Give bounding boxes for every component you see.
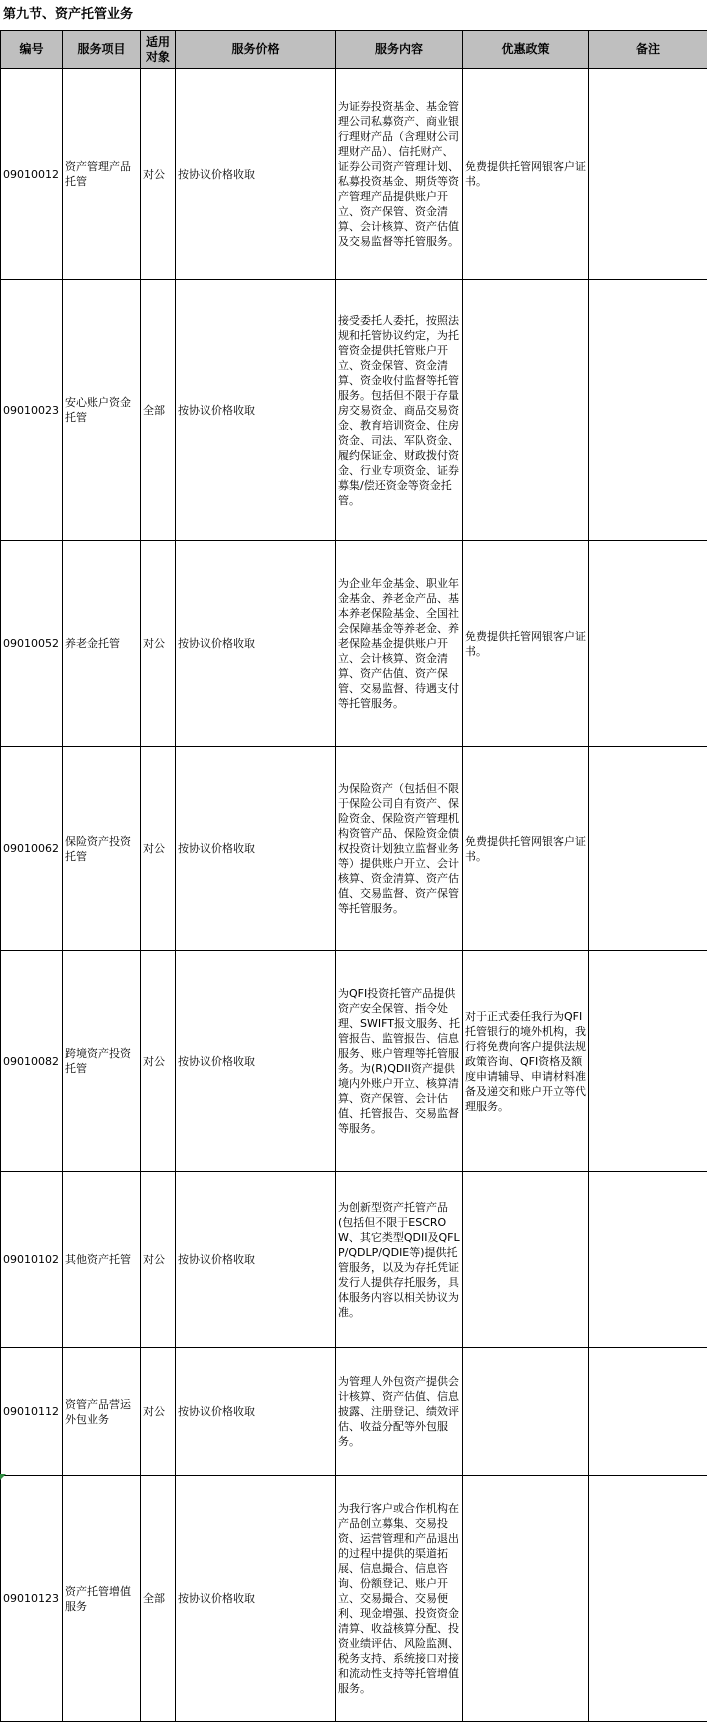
- cell-content: 为企业年金基金、职业年金基金、养老金产品、基本养老保险基金、全国社会保障基金等养老金、养老保险基金提供账户开立、会计核算、资金清算、资产估值、资产保管、交易监督、待遇支付等托管服务。: [336, 541, 463, 747]
- cell-item: 资管产品营运外包业务: [63, 1348, 141, 1476]
- header-policy: 优惠政策: [463, 31, 589, 69]
- cell-item: 保险资产投资托管: [63, 747, 141, 951]
- cell-content: 为QFI投资托管产品提供资产安全保管、指令处理、SWIFT报文服务、托管报告、监管报告、信息服务、账户管理等托管服务。为(R)QDII资产提供境内外账户开立、核算清算、资产保管、会计估值、托管报告、交易监督等服务。: [336, 951, 463, 1172]
- cell-policy: 免费提供托管网银客户证书。: [463, 541, 589, 747]
- cell-price: 按协议价格收取: [176, 1476, 336, 1722]
- cell-price: 按协议价格收取: [176, 747, 336, 951]
- cell-remark: [589, 1476, 707, 1722]
- cell-target: 对公: [141, 747, 176, 951]
- cell-item: 其他资产托管: [63, 1172, 141, 1348]
- cell-price: 按协议价格收取: [176, 1348, 336, 1476]
- fee-table: [0, 30, 707, 1722]
- cell-policy: 免费提供托管网银客户证书。: [463, 747, 589, 951]
- cell-content: 为我行客户或合作机构在产品创立募集、交易投资、运营管理和产品退出的过程中提供的渠道拓展、信息撮合、信息咨询、份额登记、账户开立、交易撮合、交易便利、现金增强、投资资金清算、收益核算分配、投资业绩评估、风险监测、税务支持、系统接口对接和流动性支持等托管增值服务。: [336, 1476, 463, 1722]
- cell-item: 安心账户资金托管: [63, 280, 141, 541]
- cell-remark: [589, 951, 707, 1172]
- cell-remark: [589, 69, 707, 280]
- cell-target: 对公: [141, 1348, 176, 1476]
- cell-item: 跨境资产投资托管: [63, 951, 141, 1172]
- header-item: 服务项目: [63, 31, 141, 69]
- table-row: [1, 69, 707, 280]
- cell-target: 对公: [141, 69, 176, 280]
- cell-price: 按协议价格收取: [176, 1172, 336, 1348]
- cell-remark: [589, 541, 707, 747]
- cell-code: 09010082: [1, 951, 63, 1172]
- cell-policy: 免费提供托管网银客户证书。: [463, 69, 589, 280]
- header-target: 适用对象: [141, 31, 176, 69]
- cell-item: 养老金托管: [63, 541, 141, 747]
- cell-content: 为管理人外包资产提供会计核算、资产估值、信息披露、注册登记、绩效评估、收益分配等外包服务。: [336, 1348, 463, 1476]
- header-remark: 备注: [589, 31, 707, 69]
- header-price: 服务价格: [176, 31, 336, 69]
- cell-remark: [589, 280, 707, 541]
- cell-content: 为创新型资产托管产品(包括但不限于ESCROW、其它类型QDII及QFLP/QDLP/QDIE等)提供托管服务，以及为存托凭证发行人提供存托服务，具体服务内容以相关协议为准。: [336, 1172, 463, 1348]
- cell-target: 全部: [141, 1476, 176, 1722]
- cell-content: 为保险资产（包括但不限于保险公司自有资产、保险资金、保险资产管理机构资管产品、保险资金债权投资计划独立监督业务等）提供账户开立、会计核算、资金清算、资产估值、交易监督、资产保管等托管服务。: [336, 747, 463, 951]
- cell-code: 09010023: [1, 280, 63, 541]
- cell-code: 09010112: [1, 1348, 63, 1476]
- cell-content: 接受委托人委托，按照法规和托管协议约定，为托管资金提供托管账户开立、资金保管、资金清算、资金收付监督等托管服务。包括但不限于存量房交易资金、商品交易资金、教育培训资金、住房资金、司法、军队资金、履约保证金、财政拨付资金、行业专项资金、证券募集/偿还资金等资金托管。: [336, 280, 463, 541]
- table-row: [1, 1172, 707, 1348]
- cell-code: 09010062: [1, 747, 63, 951]
- table-row: [1, 747, 707, 951]
- cell-remark: [589, 1172, 707, 1348]
- cell-code: 09010052: [1, 541, 63, 747]
- header-content: 服务内容: [336, 31, 463, 69]
- cell-target: 对公: [141, 1172, 176, 1348]
- header-code: 编号: [1, 31, 63, 69]
- cell-policy: [463, 1476, 589, 1722]
- table-row: [1, 951, 707, 1172]
- cell-content: 为证券投资基金、基金管理公司私募资产、商业银行理财产品（含理财公司理财产品）、信托财产、证券公司资产管理计划、私募投资基金、期货等资产管理产品提供账户开立、资产保管、资金清算、会计核算、资产估值及交易监督等托管服务。: [336, 69, 463, 280]
- cell-item: 资产托管增值服务: [63, 1476, 141, 1722]
- cell-code: 09010102: [1, 1172, 63, 1348]
- section-title: 第九节、资产托管业务: [3, 7, 134, 22]
- cell-item: 资产管理产品托管: [63, 69, 141, 280]
- cell-price: 按协议价格收取: [176, 69, 336, 280]
- cell-comment-marker: [0, 1474, 6, 1480]
- cell-remark: [589, 1348, 707, 1476]
- cell-policy: 对于正式委任我行为QFI托管银行的境外机构，我行将免费向客户提供法规政策咨询、QFI资格及额度申请辅导、申请材料准备及递交和账户开立等代理服务。: [463, 951, 589, 1172]
- table-row: [1, 1476, 707, 1722]
- cell-target: 全部: [141, 280, 176, 541]
- cell-remark: [589, 747, 707, 951]
- cell-code: 09010123: [1, 1476, 63, 1722]
- cell-price: 按协议价格收取: [176, 280, 336, 541]
- table-row: [1, 280, 707, 541]
- table-row: [1, 541, 707, 747]
- cell-policy: [463, 1348, 589, 1476]
- table-header-row: [1, 31, 707, 69]
- cell-policy: [463, 1172, 589, 1348]
- cell-price: 按协议价格收取: [176, 541, 336, 747]
- cell-target: 对公: [141, 951, 176, 1172]
- cell-price: 按协议价格收取: [176, 951, 336, 1172]
- cell-target: 对公: [141, 541, 176, 747]
- table-row: [1, 1348, 707, 1476]
- cell-policy: [463, 280, 589, 541]
- cell-code: 09010012: [1, 69, 63, 280]
